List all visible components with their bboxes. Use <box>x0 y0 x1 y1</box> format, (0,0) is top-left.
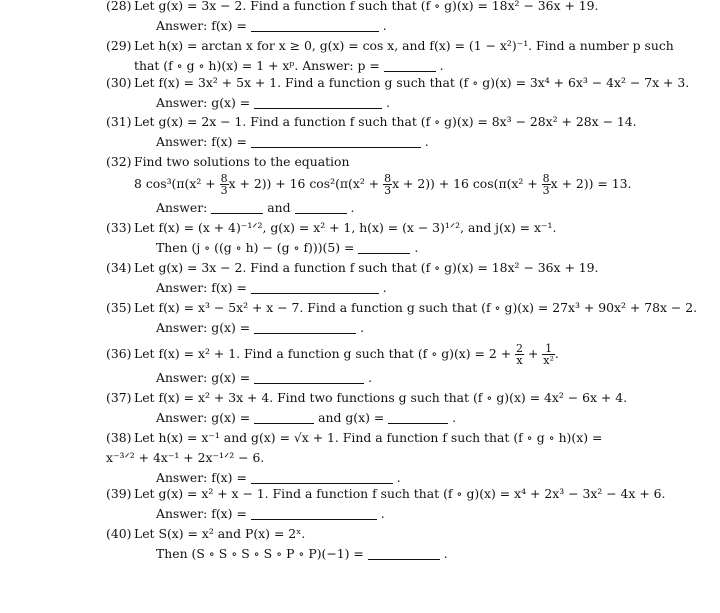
problem-text: Find two solutions to the equation <box>134 154 350 169</box>
equation: 8 cos³(π(x² + $\frac{8}{3}$ x + 2)) + 16 cos²(π(x² + $\frac{8}{3}$ x + 2)) + 16 cos(π(x² + $\frac{8}{3}$ x + 2)) = 13. <box>134 172 632 197</box>
problem-number: (35) <box>106 300 132 315</box>
problem-text: Let h(x) = arctan x for x ≥ 0, g(x) = cos x, and f(x) = (1 − x²)⁻¹. Find a number p such <box>134 38 674 53</box>
problem-34: (34) Let g(x) = 3x − 2. Find a function f such that (f ∘ g)(x) = 18x² − 36x + 19. Answer: f(x) = . <box>106 260 599 295</box>
answer-label: Answer: <box>156 200 208 215</box>
answer-blank[interactable] <box>251 134 421 148</box>
answer-blank[interactable] <box>384 58 436 72</box>
answer-blank[interactable] <box>251 18 379 32</box>
problem-number: (30) <box>106 75 132 90</box>
problem-37: (37) Let f(x) = x² + 3x + 4. Find two functions g such that (f ∘ g)(x) = 4x² − 6x + 4. Answer: g(x) = and g(x) = . <box>106 390 628 425</box>
problem-30: (30) Let f(x) = 3x² + 5x + 1. Find a function g such that (f ∘ g)(x) = 3x⁴ + 6x³ − 4x² − 7x + 3. Answer: g(x) = . <box>106 75 690 110</box>
fraction: $\frac{8}{3}$ <box>384 172 392 197</box>
problem-number: (31) <box>106 114 132 129</box>
answer-blank[interactable] <box>251 280 379 294</box>
problem-number: (39) <box>106 486 132 501</box>
problem-text: Let g(x) = 3x − 2. Find a function f such that (f ∘ g)(x) = 18x² − 36x + 19. <box>134 0 599 13</box>
answer-blank[interactable] <box>254 410 314 424</box>
answer-blank[interactable] <box>251 470 393 484</box>
problem-36: (36) Let f(x) = x² + 1. Find a function g such that (f ∘ g)(x) = 2 + $\frac{2}{x}$ + $\frac{1}{\text{x²}}$ . Answer: g(x) = . <box>106 342 559 385</box>
problem-text: Let f(x) = x² + 1. Find a function g such that (f ∘ g)(x) = 2 + <box>134 346 516 361</box>
answer-label: Answer: f(x) = <box>156 18 247 33</box>
problem-text: Let f(x) = x² + 3x + 4. Find two functions g such that (f ∘ g)(x) = 4x² − 6x + 4. <box>134 390 628 405</box>
problem-38: (38) Let h(x) = x⁻¹ and g(x) = √x + 1. Find a function f such that (f ∘ g ∘ h)(x) = x⁻³ᐟ² + 4x⁻¹ + 2x⁻¹ᐟ² − 6. Answer: f(x) = . <box>106 430 603 485</box>
answer-label: Answer: g(x) = <box>156 370 251 385</box>
problem-number: (38) <box>106 430 132 445</box>
fraction: $\frac{8}{3}$ <box>542 172 550 197</box>
problem-text: Let S(x) = x² and P(x) = 2ˣ. <box>134 526 306 541</box>
answer-label: Answer: f(x) = <box>156 506 247 521</box>
problem-text-cont: Then (j ∘ ((g ∘ h) − (g ∘ f)))(5) = <box>156 240 355 255</box>
answer-blank[interactable] <box>358 240 410 254</box>
answer-label: Answer: g(x) = <box>156 320 251 335</box>
problem-number: (34) <box>106 260 132 275</box>
problem-number: (37) <box>106 390 132 405</box>
fraction: $\frac{2}{x}$ <box>516 342 524 367</box>
problem-29: (29) Let h(x) = arctan x for x ≥ 0, g(x) = cos x, and f(x) = (1 − x²)⁻¹. Find a number p such that (f ∘ g ∘ h)(x) = 1 + xᵖ. Answer: p = . <box>106 38 674 73</box>
problem-text: Let f(x) = (x + 4)⁻¹ᐟ², g(x) = x² + 1, h(x) = (x − 3)¹ᐟ², and j(x) = x⁻¹. <box>134 220 557 235</box>
problem-text: Let g(x) = 3x − 2. Find a function f such that (f ∘ g)(x) = 18x² − 36x + 19. <box>134 260 599 275</box>
fraction: $\frac{8}{3}$ <box>220 172 228 197</box>
problem-33: (33) Let f(x) = (x + 4)⁻¹ᐟ², g(x) = x² + 1, h(x) = (x − 3)¹ᐟ², and j(x) = x⁻¹. Then (j ∘ ((g ∘ h) − (g ∘ f)))(5) = . <box>106 220 557 255</box>
problem-text-cont: that (f ∘ g ∘ h)(x) = 1 + xᵖ. Answer: p = <box>134 58 380 73</box>
answer-label: Answer: f(x) = <box>156 470 247 485</box>
problem-text-cont: Then (S ∘ S ∘ S ∘ S ∘ P ∘ P)(−1) = <box>156 546 364 561</box>
problem-number: (36) <box>106 346 132 361</box>
answer-label: Answer: f(x) = <box>156 280 247 295</box>
problem-text: Let g(x) = x² + x − 1. Find a function f such that (f ∘ g)(x) = x⁴ + 2x³ − 3x² − 4x + 6. <box>134 486 666 501</box>
problem-28: (28) Let g(x) = 3x − 2. Find a function f such that (f ∘ g)(x) = 18x² − 36x + 19. Answer: f(x) = . <box>106 0 640 36</box>
answer-blank[interactable] <box>254 370 364 384</box>
answer-blank[interactable] <box>211 200 263 214</box>
answer-blank[interactable] <box>254 95 382 109</box>
problem-text: Let g(x) = 2x − 1. Find a function f such that (f ∘ g)(x) = 8x³ − 28x² + 28x − 14. <box>134 114 637 129</box>
problem-number: (40) <box>106 526 132 541</box>
problem-32: (32) Find two solutions to the equation 8 cos³(π(x² + $\frac{8}{3}$ x + 2)) + 16 cos²(π(x² + $\frac{8}{3}$ x + 2)) + 16 cos(π(x² + $\frac{8}{3}$ x + 2)) = 13. Answer: and . <box>106 152 640 218</box>
answer-blank-2[interactable] <box>295 200 347 214</box>
answer-label: Answer: g(x) = <box>156 410 251 425</box>
problem-text-cont: x⁻³ᐟ² + 4x⁻¹ + 2x⁻¹ᐟ² − 6. <box>106 450 265 465</box>
answer-label: Answer: g(x) = <box>156 95 251 110</box>
answer-blank-2[interactable] <box>388 410 448 424</box>
answer-label: Answer: f(x) = <box>156 134 247 149</box>
problem-35: (35) Let f(x) = x³ − 5x² + x − 7. Find a function g such that (f ∘ g)(x) = 27x³ + 90x² + 78x − 2. Answer: g(x) = . <box>106 300 698 335</box>
problem-31: (31) Let g(x) = 2x − 1. Find a function f such that (f ∘ g)(x) = 8x³ − 28x² + 28x − 14. Answer: f(x) = . <box>106 114 637 149</box>
problem-number: (33) <box>106 220 132 235</box>
answer-blank[interactable] <box>254 320 356 334</box>
problem-text: Let f(x) = x³ − 5x² + x − 7. Find a function g such that (f ∘ g)(x) = 27x³ + 90x² + 78x − 2. <box>134 300 698 315</box>
answer-blank[interactable] <box>368 546 440 560</box>
answer-blank[interactable] <box>251 506 377 520</box>
problem-text: Let h(x) = x⁻¹ and g(x) = √x + 1. Find a function f such that (f ∘ g ∘ h)(x) = <box>134 430 603 445</box>
problem-number: (29) <box>106 38 132 53</box>
problem-text: Let f(x) = 3x² + 5x + 1. Find a function g such that (f ∘ g)(x) = 3x⁴ + 6x³ − 4x² − 7x + 3. <box>134 75 690 90</box>
problem-number: (32) <box>106 154 132 169</box>
problem-39: (39) Let g(x) = x² + x − 1. Find a function f such that (f ∘ g)(x) = x⁴ + 2x³ − 3x² − 4x + 6. Answer: f(x) = . <box>106 486 666 521</box>
problem-number: (28) <box>106 0 132 13</box>
problem-40: (40) Let S(x) = x² and P(x) = 2ˣ. Then (S ∘ S ∘ S ∘ S ∘ P ∘ P)(−1) = . <box>106 526 448 561</box>
fraction: $\frac{1}{\text{x²}}$ <box>543 342 554 367</box>
